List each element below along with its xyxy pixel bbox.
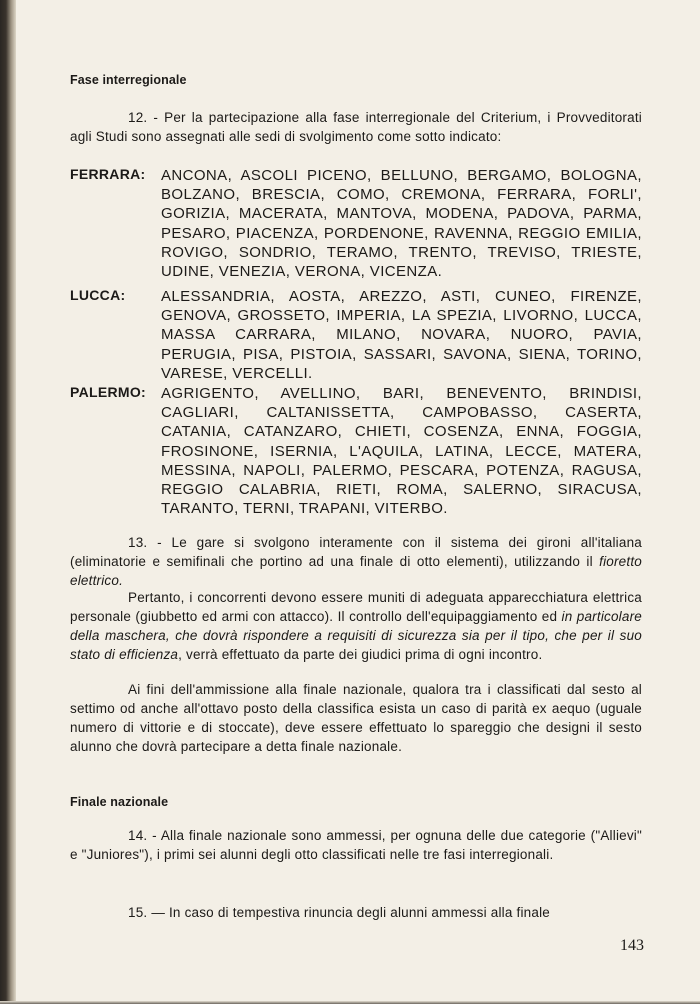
sede-label-ferrara: FERRARA: xyxy=(70,166,146,182)
paragraph-13-a-text: 13. - Le gare si svolgono interamente con il sistema dei gironi all'italiana (eliminatorie e semifinali che portino ad una finale di otto elementi), utilizzando il xyxy=(70,535,642,569)
paragraph-12: 12. - Per la partecipazione alla fase interregionale del Criterium, i Provveditorati agli Studi sono assegnati alle sedi di svolgimento come sotto indicato: xyxy=(70,110,642,144)
paragraph-13-a xyxy=(70,533,642,590)
province-list-ferrara: ANCONA, ASCOLI PICENO, BELLUNO, BERGAMO, BOLOGNA, BOLZANO, BRESCIA, COMO, CREMONA, FERRARA, FORLI', GORIZIA, MACERATA, MANTOVA, MODENA, PADOVA, PARMA, PESARO, PIACENZA, PORDENONE, RAVENNA, REGGIO EMILIA, ROVIGO, SONDRIO, TERAMO, TRENTO, TREVISO, TRIESTE, UDINE, VENEZIA, VERONA, VICENZA. xyxy=(161,167,642,281)
paragraph-13-c: Ai fini dell'ammissione alla finale nazionale, qualora tra i classificati dal sesto al settimo od anche all'ottavo posto della classifica esista un caso di parità ex aequo (uguale numero di vittorie e di stoccate), deve essere effettuato lo spareggio che designi il sesto alunno che dovrà partecipare a detta finale nazionale. xyxy=(70,682,642,754)
fioretto-elettrico-emphasis: fioretto elettrico. xyxy=(70,554,642,588)
province-list-palermo: AGRIGENTO, AVELLINO, BARI, BENEVENTO, BRINDISI, CAGLIARI, CALTANISSETTA, CAMPOBASSO, CASERTA, CATANIA, CATANZARO, CHIETI, COSENZA, ENNA, FOGGIA, FROSINONE, ISERNIA, L'AQUILA, LATINA, LECCE, MATERA, MESSINA, NAPOLI, PALERMO, PESCARA, POTENZA, RAGUSA, REGGIO CALABRIA, RIETI, ROMA, SALERNO, SIRACUSA, TARANTO, TERNI, TRAPANI, VITERBO. xyxy=(161,385,642,518)
safety-requirements-emphasis: in particolare della maschera, che dovrà rispondere a requisiti di sicurezza sia per il tipo, che per il suo stato di efficienza xyxy=(70,609,642,662)
paragraph-13-b xyxy=(70,588,642,664)
section-heading-national-final: Finale nazionale xyxy=(70,795,169,809)
province-list-lucca: ALESSANDRIA, AOSTA, AREZZO, ASTI, CUNEO, FIRENZE, GENOVA, GROSSETO, IMPERIA, LA SPEZIA, LIVORNO, LUCCA, MASSA CARRARA, MILANO, NOVARA, NUORO, PAVIA, PERUGIA, PISA, PISTOIA, SASSARI, SAVONA, SIENA, TORINO, VARESE, VERCELLI. xyxy=(161,288,642,382)
paragraph-14: 14. - Alla finale nazionale sono ammessi, per ognuna delle due categorie ("Allievi" e "Juniores"), i primi sei alunni degli otto classificati nelle tre fasi interregionali. xyxy=(70,828,642,862)
paragraph-13-b-text: Pertanto, i concorrenti devono essere muniti di adeguata apparecchiatura elettrica personale (giubbetto ed armi con attacco). Il controllo dell'equipaggiamento ed xyxy=(70,590,642,624)
paragraph-15: 15. — In caso di tempestiva rinuncia degli alunni ammessi alla finale xyxy=(128,905,551,920)
sede-label-palermo: PALERMO: xyxy=(70,384,147,400)
section-heading-interregional: Fase interregionale xyxy=(70,73,187,87)
page-binding-shadow xyxy=(0,0,16,1004)
page-number: 143 xyxy=(620,937,644,954)
paragraph-13-b-tail: , verrà effettuato da parte dei giudici prima di ogni incontro. xyxy=(178,647,543,662)
sede-label-lucca: LUCCA: xyxy=(70,287,126,303)
